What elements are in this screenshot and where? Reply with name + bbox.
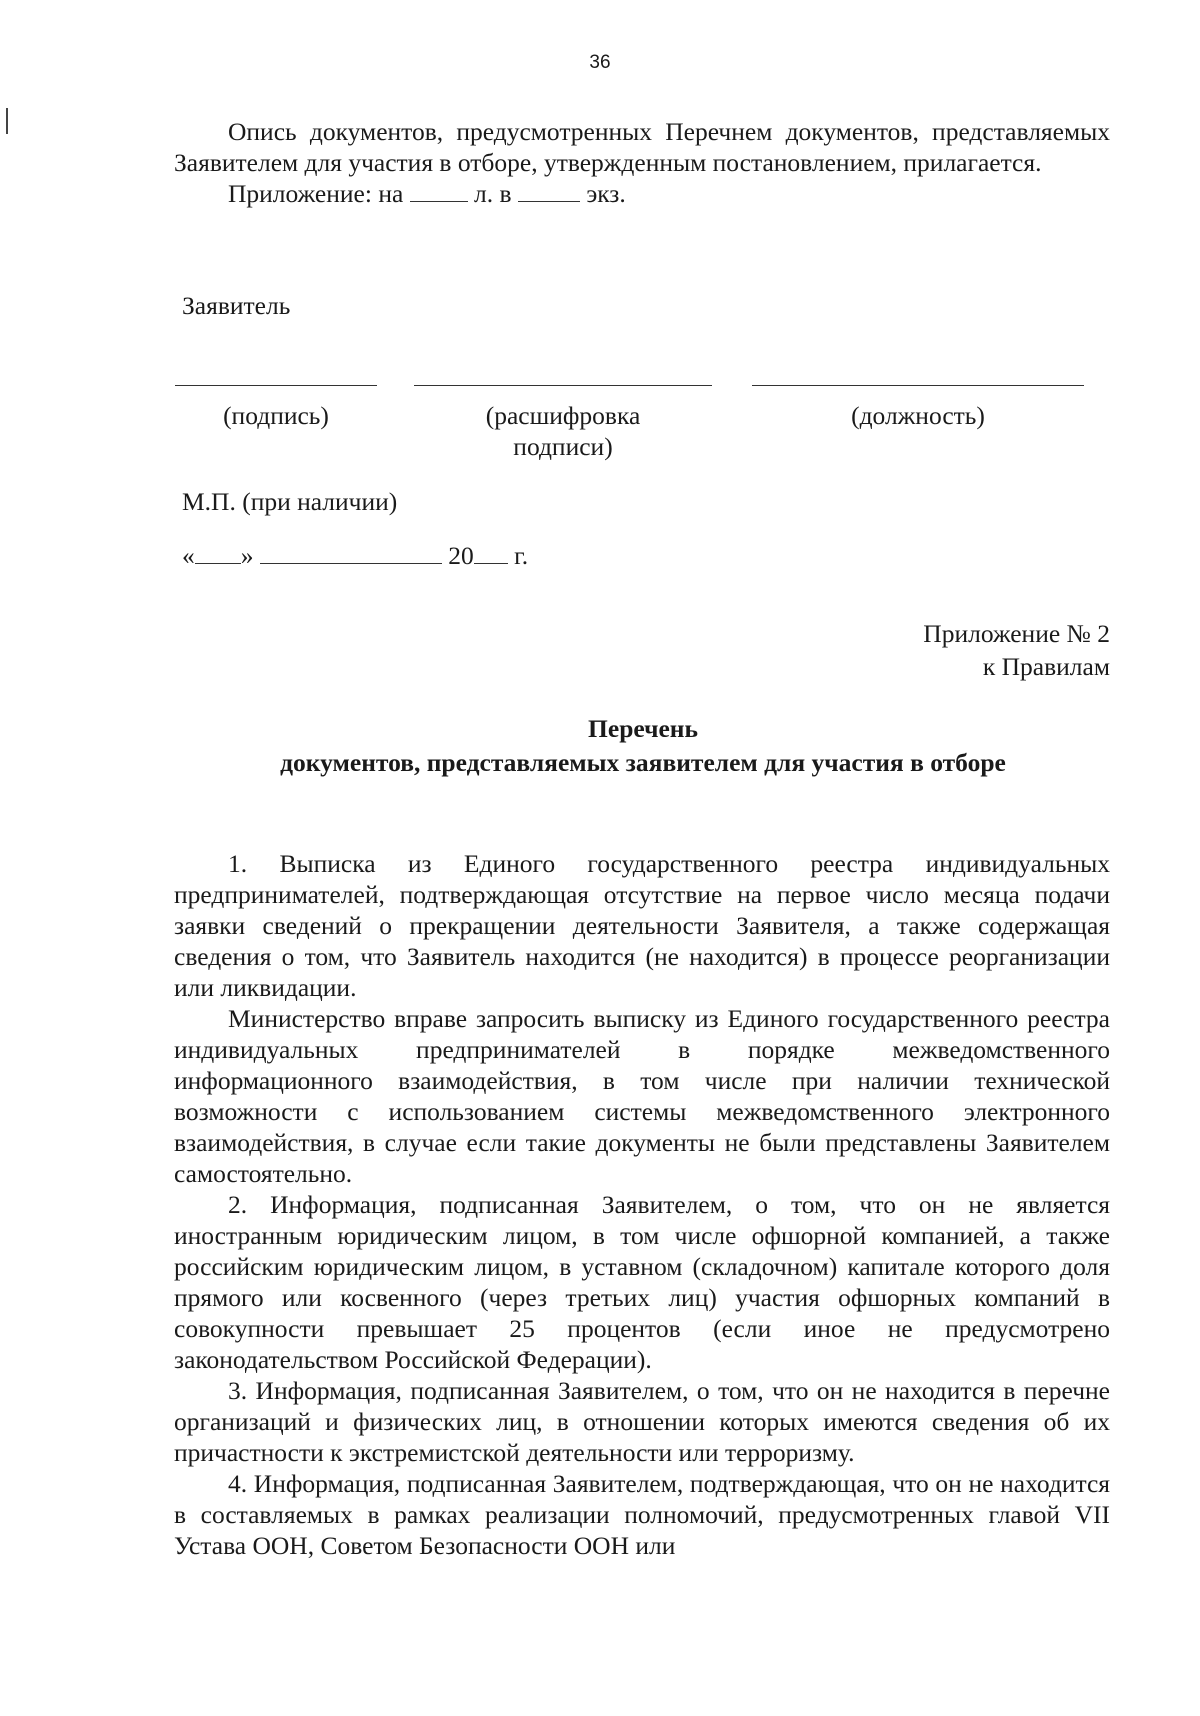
signature-caption: (подпись): [223, 401, 329, 430]
intro-section: [174, 116, 1110, 209]
appendix-reference: [923, 617, 1110, 683]
appendix-number: Приложение № 2: [923, 619, 1110, 648]
decoding-caption-line-1: (расшифровка: [485, 401, 641, 430]
scan-artifact-mark: [6, 108, 8, 134]
attachment-suffix: экз.: [586, 179, 626, 208]
page-number: 36: [589, 52, 611, 73]
position-line: [752, 385, 1084, 386]
signature-decoding-line: [414, 385, 712, 386]
appendix-rules: к Правилам: [982, 652, 1110, 681]
title-line-2: документов, представляемых заявителем для участия в отборе: [280, 748, 1006, 777]
month-blank: [260, 543, 442, 564]
date-open-quote: «: [182, 541, 195, 570]
stamp-place-label: М.П. (при наличии): [182, 487, 398, 516]
attachment-middle: л. в: [474, 179, 512, 208]
list-item: Министерство вправе запросить выписку из Единого государственного реестра индивидуальных предпринимателей в порядке межведомственного информационного взаимодействия, в том числе при наличии технической возможности с использованием системы межведомственного электронного взаимодействия, в случае если такие документы не были представлены Заявителем самостоятельно.: [174, 1004, 1110, 1188]
sheets-blank: [410, 181, 468, 202]
decoding-caption-line-2: подписи): [513, 432, 613, 461]
copies-blank: [518, 181, 580, 202]
list-item: 2. Информация, подписанная Заявителем, о том, что он не является иностранным юридическим лицом, в том числе офшорной компанией, а также российским юридическим лицом, в уставном (складочном) капитале которого доля прямого или косвенного (через третьих лиц) участия офшорных компаний в совокупности превышает 25 процентов (если иное не предусмотрено законодательством Российской Федерации).: [174, 1190, 1110, 1374]
document-title: [0, 712, 1200, 780]
day-blank: [195, 543, 241, 564]
date-line: [182, 541, 528, 571]
list-item: 1. Выписка из Единого государственного реестра индивидуальных предпринимателей, подтверждающая отсутствие на первое число месяца подачи заявки сведений о прекращении деятельности Заявителя, а также содержащая сведения о том, что Заявитель находится (не находится) в процессе реорганизации или ликвидации.: [174, 849, 1110, 1002]
attachment-prefix: Приложение: на: [228, 179, 404, 208]
documents-list: [174, 848, 1110, 1561]
list-item: 4. Информация, подписанная Заявителем, подтверждающая, что он не находится в составляемых в рамках реализации полномочий, предусмотренных главой VII Устава ООН, Советом Безопасности ООН или: [174, 1469, 1110, 1560]
list-item: 3. Информация, подписанная Заявителем, о том, что он не находится в перечне организаций и физических лиц, в отношении которых имеются сведения об их причастности к экстремистской деятельности или терроризму.: [174, 1376, 1110, 1467]
signature-decoding-caption: [414, 400, 712, 462]
year-prefix: 20: [448, 541, 474, 570]
date-close-quote: »: [240, 541, 254, 570]
attachment-line: [174, 178, 1110, 209]
year-blank: [474, 543, 508, 564]
year-suffix: г.: [514, 541, 529, 570]
position-caption: (должность): [851, 401, 985, 430]
applicant-label: Заявитель: [182, 291, 291, 320]
signature-line: [175, 385, 377, 386]
title-line-1: Перечень: [588, 714, 698, 743]
inventory-paragraph: Опись документов, предусмотренных Перечнем документов, представляемых Заявителем для участия в отборе, утвержденным постановлением, прилагается.: [174, 117, 1110, 177]
